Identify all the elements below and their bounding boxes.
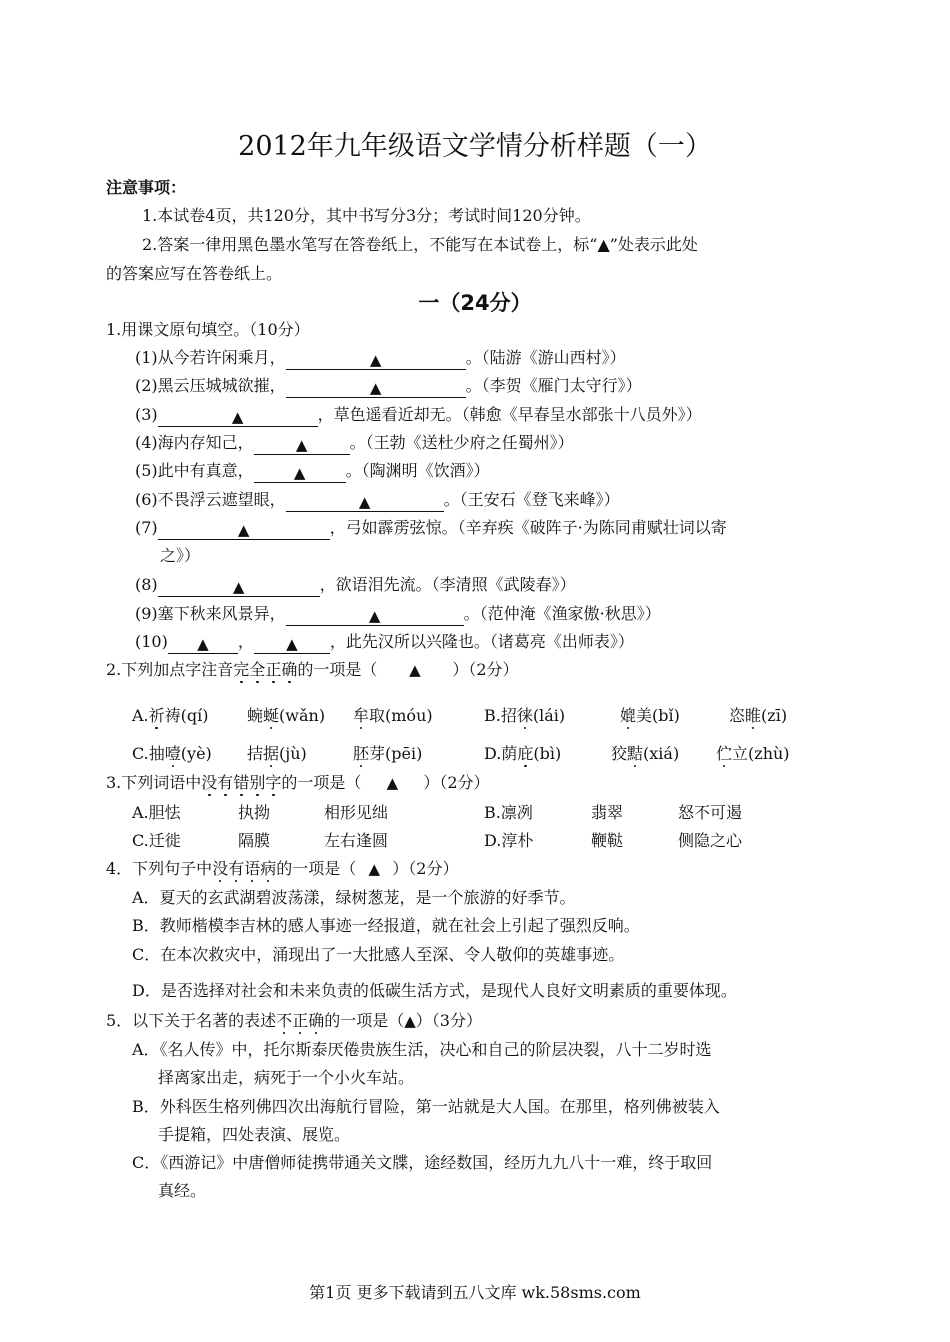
q5-option-c: C．《西游记》中唐僧师徒携带通关文牒，途经数国，经历九九八十一难，终于取回 [132, 1153, 713, 1172]
q2-option-a3: 牟取(móu) [353, 706, 433, 725]
q3-option-a2: 执拗 [238, 803, 271, 822]
answer-blank: ▲ [158, 579, 320, 597]
q1-item-3: (3) ▲ ，草色遥看近却无。（韩愈《早春呈水部张十八员外》） [135, 405, 702, 426]
q2-option-c3: 胚芽(pēi) [353, 744, 423, 763]
q5-option-c-cont: 真经。 [158, 1181, 207, 1200]
q1-item-6: (6)不畏浮云遮望眼， ▲ 。（王安石《登飞来峰》） [135, 490, 620, 511]
answer-blank: ▲ [286, 608, 464, 626]
q1-item-1: (1)从今若许闲乘月， ▲ 。（陆游《游山西村》） [135, 348, 626, 369]
q1-item-5: (5)此中有真意， ▲ 。（陶渊明《饮酒》） [135, 461, 490, 482]
answer-blank: ▲ [286, 380, 466, 398]
notice-item-2: 2.答案一律用黑色墨水笔写在答卷纸上，不能写在本试卷上，标“▲”处表示此处 [142, 235, 698, 254]
notice-item-2-cont: 的答案应写在答卷纸上。 [106, 264, 283, 283]
q4-option-d: D．是否选择对社会和未来负责的低碳生活方式，是现代人良好文明素质的重要体现。 [132, 981, 737, 1000]
q3-option-a3: 相形见绌 [324, 803, 389, 822]
answer-blank: ▲ [254, 636, 330, 654]
q2-option-d2: 狡黠(xiá) [611, 744, 680, 763]
q2-option-a2: 蜿蜒(wǎn) [247, 706, 326, 725]
q5-stem: 5．以下关于名著的表述不正确的一项是（▲）（3分） [106, 1011, 482, 1030]
q3-stem: 3.下列词语中没有错别字的一项是（ ▲ ）（2分） [106, 773, 490, 792]
q1-item-7-cont: 之》） [160, 546, 201, 565]
q3-option-c3: 左右逢圆 [324, 831, 389, 850]
q5-option-b-cont: 手提箱，四处表演、展览。 [158, 1125, 351, 1144]
q3-option-b2: 翡翠 [591, 803, 624, 822]
answer-blank: ▲ [254, 465, 346, 483]
q3-option-d3: 侧隐之心 [678, 831, 743, 850]
answer-blank: ▲ [158, 522, 330, 540]
q5-option-a-cont: 择离家出走，病死于一个小火车站。 [158, 1068, 415, 1087]
q1-item-9: (9)塞下秋来风景异， ▲ 。（范仲淹《渔家傲·秋思》） [135, 604, 661, 625]
q1-item-4: (4)海内存知己， ▲ 。（王勃《送杜少府之任蜀州》） [135, 433, 574, 454]
notice-item-1: 1.本试卷4页，共120分，其中书写分3分；考试时间120分钟。 [142, 206, 591, 225]
answer-blank: ▲ [254, 437, 350, 455]
q5-option-a: A．《名人传》中，托尔斯泰厌倦贵族生活，决心和自己的阶层决裂，八十二岁时选 [132, 1040, 712, 1059]
q1-item-2: (2)黑云压城城欲摧， ▲ 。（李贺《雁门太守行》） [135, 376, 642, 397]
q2-option-c2: 拮据(jù) [247, 744, 307, 763]
q2-option-d3: 伫立(zhù) [716, 744, 790, 763]
answer-blank: ▲ [168, 636, 238, 654]
notice-heading: 注意事项： [106, 178, 187, 197]
page-footer: 第1页 更多下载请到五八文库 wk.58sms.com [309, 1283, 641, 1302]
q4-option-c: C．在本次救灾中，涌现出了一大批感人至深、令人敬仰的英雄事迹。 [132, 945, 625, 964]
answer-blank: ▲ [286, 352, 466, 370]
q3-option-a1: A.胆怯 [132, 803, 181, 822]
q1-item-8: (8) ▲ ，欲语泪先流。（李清照《武陵春》） [135, 575, 576, 596]
answer-blank: ▲ [158, 409, 318, 427]
q5-option-b: B．外科医生格列佛四次出海航行冒险，第一站就是大人国。在那里，格列佛被装入 [132, 1097, 720, 1116]
q1-item-10: (10) ▲ ， ▲ ，此先汉所以兴隆也。（诸葛亮《出师表》） [135, 632, 634, 653]
q2-option-b1: B.招徕(lái) [484, 706, 566, 725]
q1-item-7: (7) ▲ ，弓如霹雳弦惊。（辛弃疾《破阵子·为陈同甫赋壮词以寄 [135, 518, 727, 539]
q3-option-c1: C.迁徙 [132, 831, 181, 850]
q2-option-b2: 媲美(bǐ) [620, 706, 680, 725]
q2-option-b3: 恣睢(zī) [729, 706, 788, 725]
q4-option-b: B．教师楷模李吉林的感人事迹一经报道，就在社会上引起了强烈反响。 [132, 916, 640, 935]
q3-option-b1: B.凛冽 [484, 803, 533, 822]
answer-blank: ▲ [286, 494, 444, 512]
q1-stem: 1.用课文原句填空。（10分） [106, 320, 310, 339]
q3-option-d1: D.淳朴 [484, 831, 534, 850]
q3-option-b3: 怒不可遏 [678, 803, 743, 822]
q2-option-c1: C.抽噎(yè) [132, 744, 212, 763]
q3-option-d2: 鞭鞑 [591, 831, 624, 850]
q2-stem: 2.下列加点字注音完全正确的一项是（ ▲ ）（2分） [106, 660, 519, 679]
q2-option-a1: A.祈祷(qí) [132, 706, 209, 725]
q4-option-a: A．夏天的玄武湖碧波荡漾，绿树葱茏，是一个旅游的好季节。 [132, 888, 576, 907]
section-title: 一（24分） [418, 291, 532, 315]
q4-stem: 4．下列句子中没有语病的一项是（ ▲ ）（2分） [106, 859, 459, 878]
q3-option-c2: 隔膜 [238, 831, 271, 850]
q2-option-d1: D.荫庇(bì) [484, 744, 562, 763]
page-title: 2012年九年级语文学情分析样题（一） [238, 131, 712, 162]
